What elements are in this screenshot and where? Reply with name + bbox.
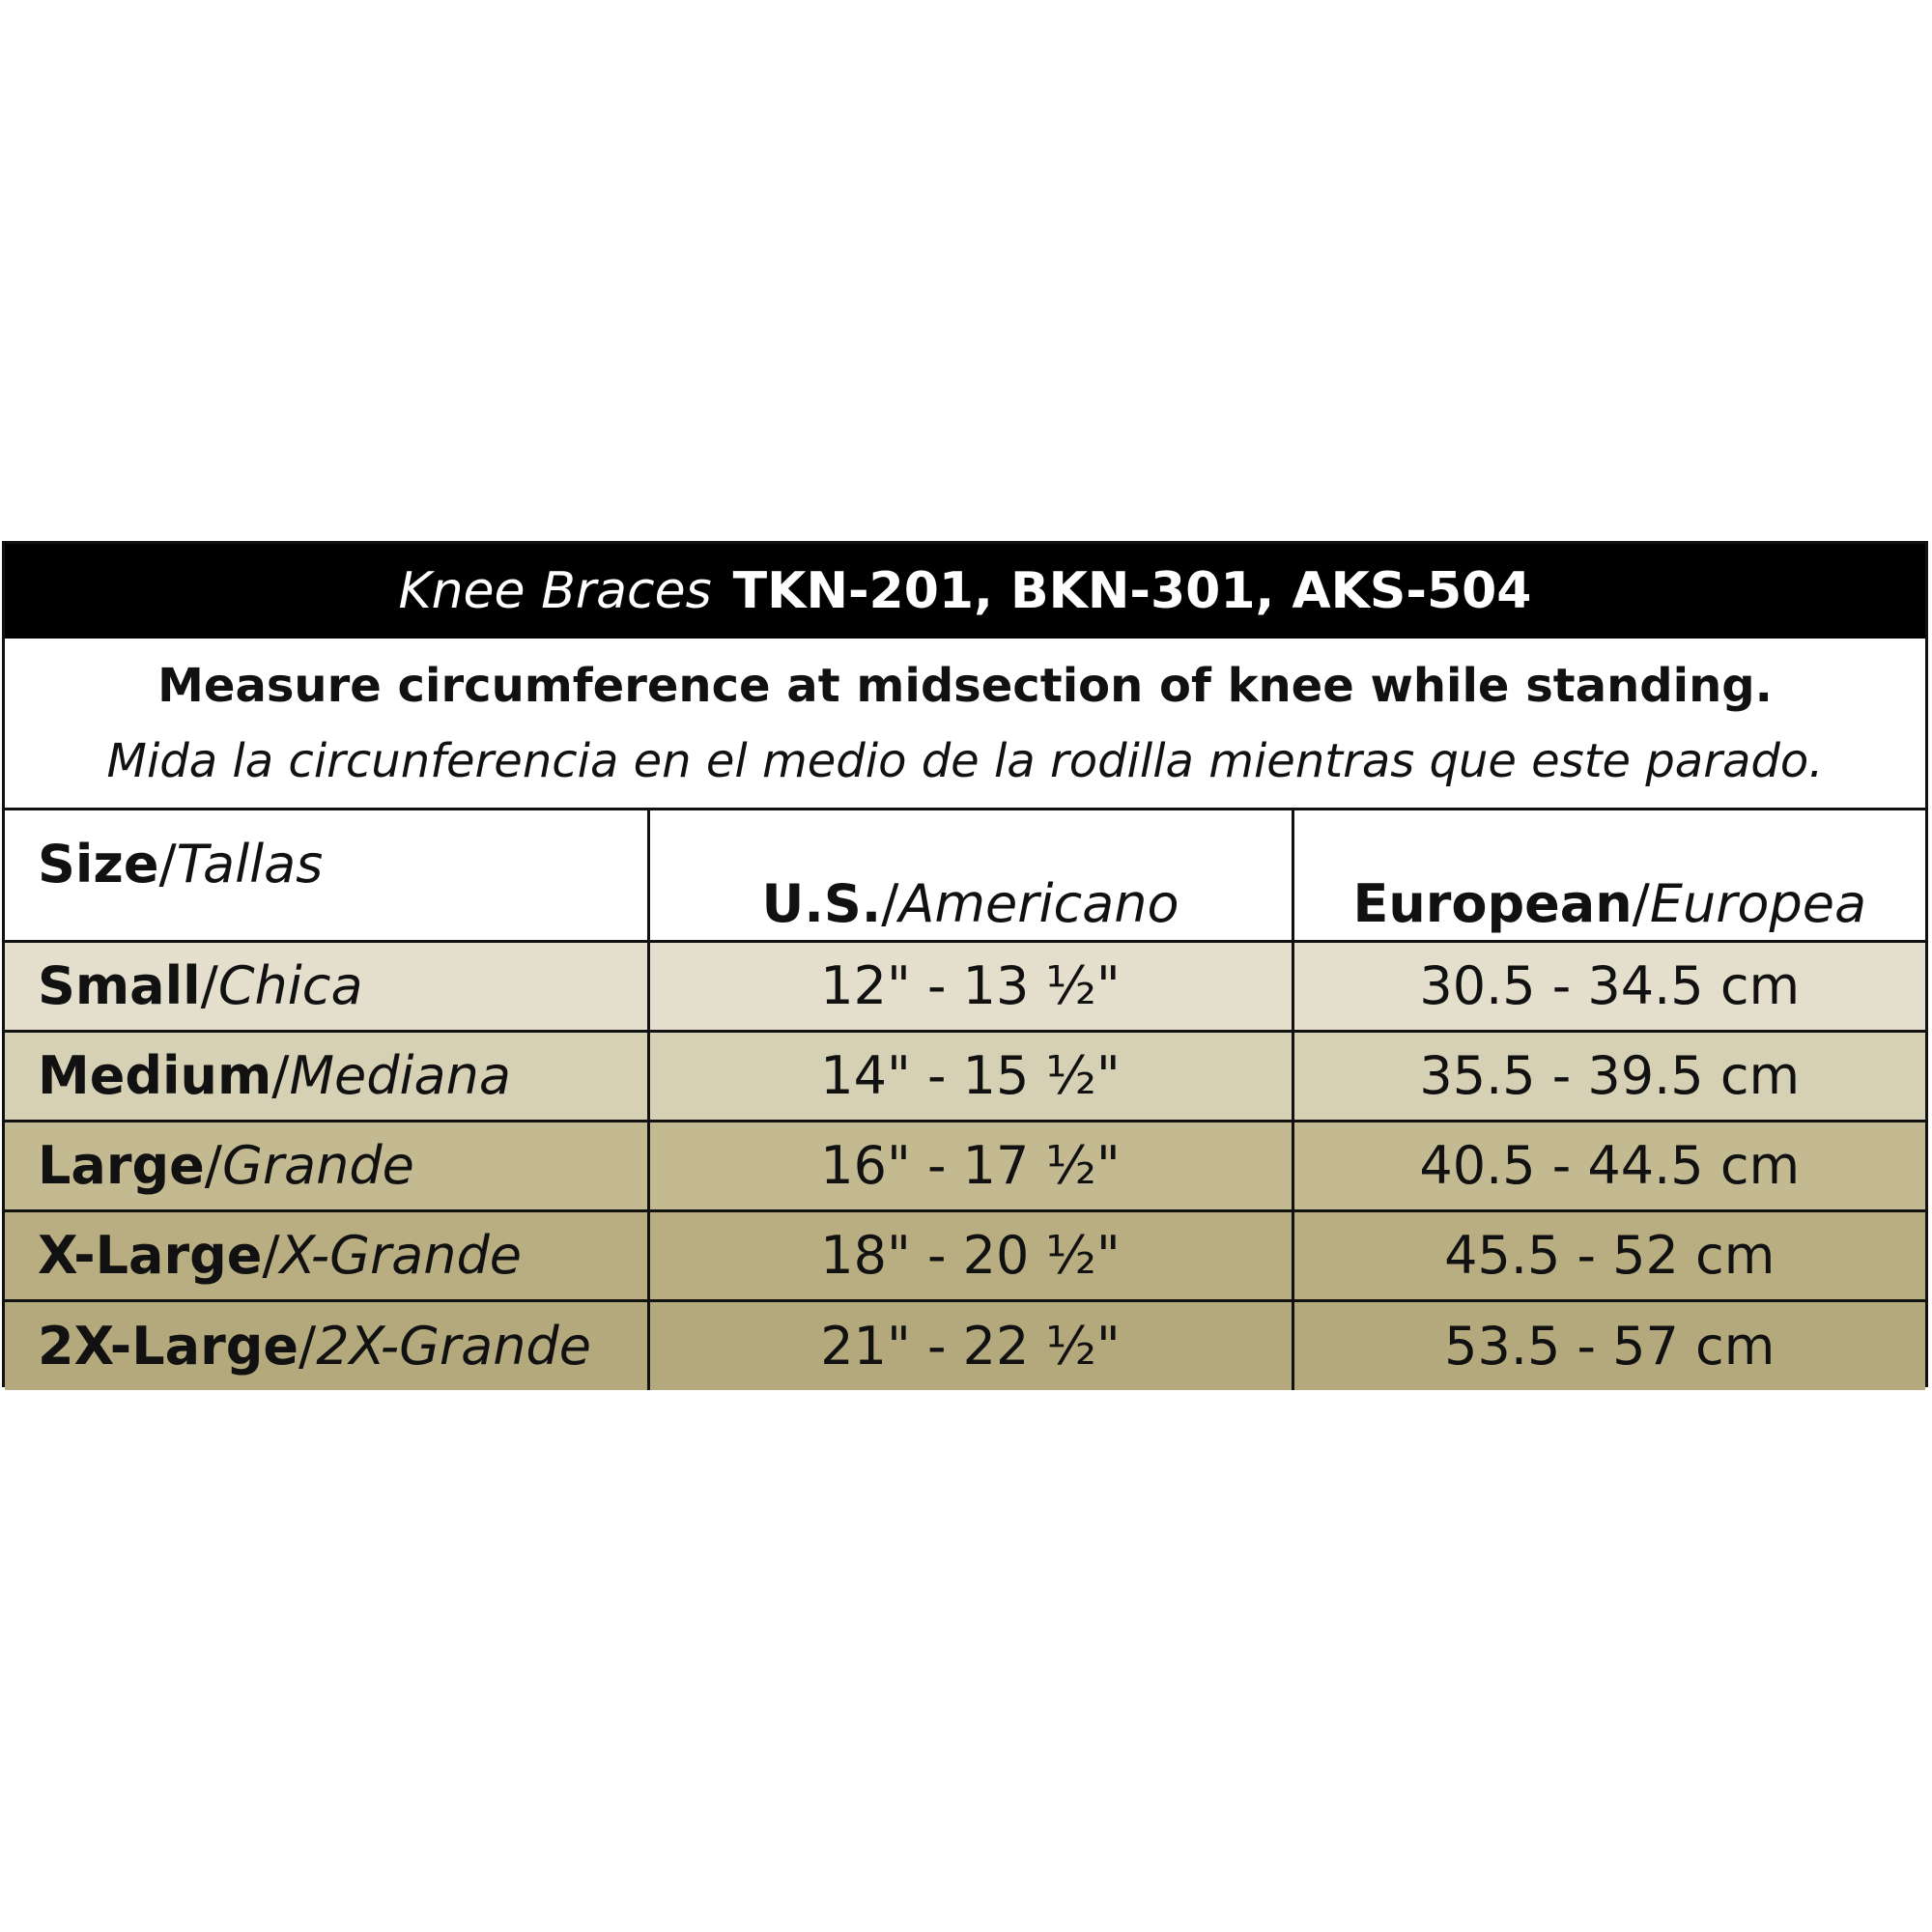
header-us: U.S./Americano bbox=[648, 810, 1293, 941]
table-row bbox=[5, 1121, 1925, 1210]
instructions-english: Measure circumference at midsection of knee while standing. bbox=[157, 658, 1773, 713]
table-row bbox=[5, 1031, 1925, 1121]
size-cell: Small/Chica bbox=[5, 941, 648, 1031]
header-size: Size/Tallas bbox=[5, 810, 648, 941]
table-row bbox=[5, 1300, 1925, 1390]
size-cell: X-Large/X-Grande bbox=[5, 1210, 648, 1300]
instructions bbox=[5, 639, 1925, 810]
title-bar bbox=[5, 544, 1925, 639]
eu-cell: 53.5 - 57 cm bbox=[1293, 1300, 1925, 1390]
size-table bbox=[5, 810, 1925, 1390]
title-italic: Knee Braces bbox=[398, 562, 712, 620]
size-cell: 2X-Large/2X-Grande bbox=[5, 1300, 648, 1390]
size-cell: Large/Grande bbox=[5, 1121, 648, 1210]
title-models: TKN-201, BKN-301, AKS-504 bbox=[732, 562, 1532, 620]
eu-cell: 30.5 - 34.5 cm bbox=[1293, 941, 1925, 1031]
us-cell: 21" - 22 ½" bbox=[648, 1300, 1293, 1390]
eu-cell: 45.5 - 52 cm bbox=[1293, 1210, 1925, 1300]
table-row bbox=[5, 1210, 1925, 1300]
header-row bbox=[5, 810, 1925, 941]
eu-cell: 40.5 - 44.5 cm bbox=[1293, 1121, 1925, 1210]
header-european: European/Europea bbox=[1293, 810, 1925, 941]
table-row bbox=[5, 941, 1925, 1031]
instructions-spanish: Mida la circunferencia en el medio de la rodilla mientras que este parado. bbox=[106, 733, 1824, 788]
us-cell: 12" - 13 ½" bbox=[648, 941, 1293, 1031]
size-chart bbox=[2, 541, 1928, 1387]
us-cell: 18" - 20 ½" bbox=[648, 1210, 1293, 1300]
us-cell: 16" - 17 ½" bbox=[648, 1121, 1293, 1210]
eu-cell: 35.5 - 39.5 cm bbox=[1293, 1031, 1925, 1121]
size-cell: Medium/Mediana bbox=[5, 1031, 648, 1121]
us-cell: 14" - 15 ½" bbox=[648, 1031, 1293, 1121]
